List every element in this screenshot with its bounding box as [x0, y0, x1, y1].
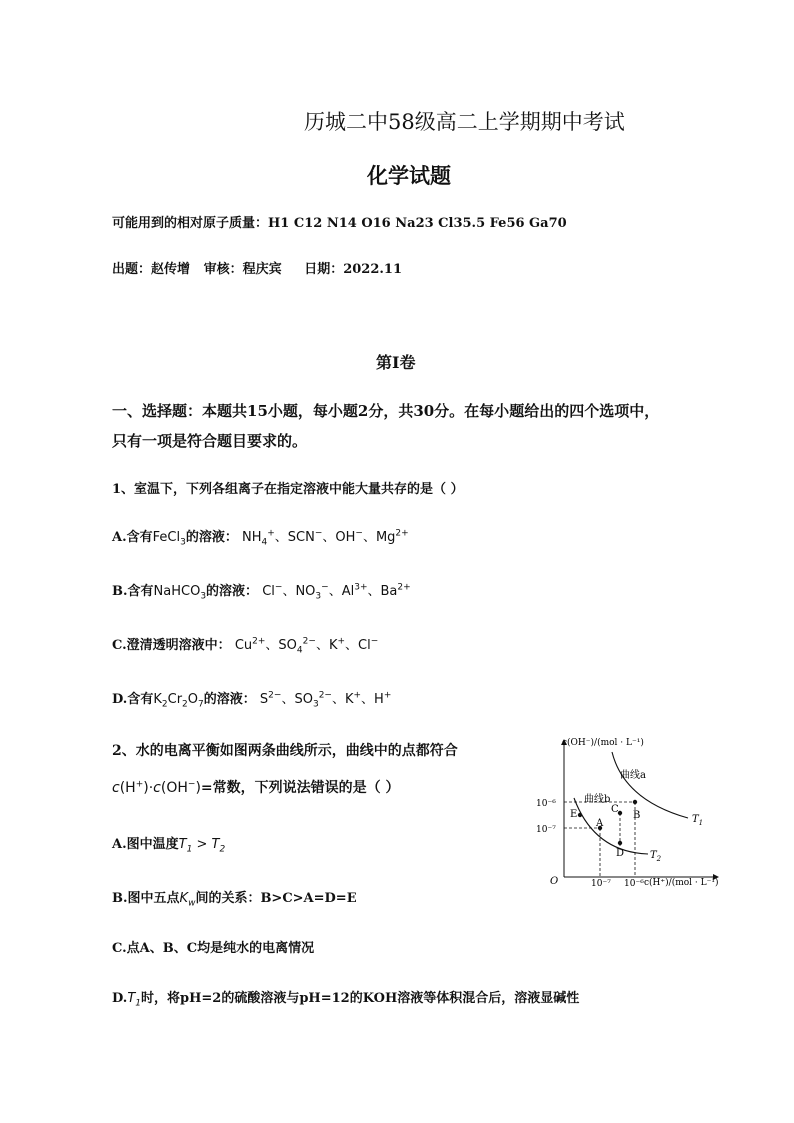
- curve-a-label: 曲线a: [620, 770, 646, 781]
- x-tick-1e-6: 10⁻⁶: [624, 879, 644, 889]
- point-d-label: D: [616, 848, 625, 859]
- y-tick-1e-7: 10⁻⁷: [536, 825, 556, 835]
- point-e-label: E: [570, 809, 578, 820]
- point-d: [618, 841, 622, 845]
- q1-option-c: C.澄清透明溶液中： $Cu^{2+}$、$SO_4^{2-}$、K+、Cl−: [112, 636, 379, 656]
- q1-option-a-label: A.: [112, 530, 127, 545]
- water-ionization-diagram: [528, 732, 728, 892]
- section-instruction-1: 一、选择题：本题共15小题，每小题2分，共30分。在每小题给出的四个选项中，: [112, 402, 660, 420]
- exam-title: 历城二中58级高二上学期期中考试: [304, 110, 625, 134]
- q2-option-b: B.图中五点$K_w$间的关系：B>C>A=D=E: [112, 891, 357, 909]
- q2-option-c: C.点A、B、C均是纯水的电离情况: [112, 941, 315, 956]
- q1-option-a: A.含有FeCl$_3$的溶液： $NH_4^+$、SCN−、OH−、$Mg^{2+}$: [112, 528, 409, 548]
- q2-option-a: A.图中温度$T_1 > T_2$: [112, 837, 226, 855]
- subject-title: 化学试题: [367, 163, 451, 188]
- credits-line: 出题：赵传增 审核：程庆宾 日期：2022.11: [112, 262, 403, 277]
- t1-label: $T_1$: [692, 814, 704, 827]
- t2-label: $T_2$: [650, 850, 662, 863]
- point-b: [633, 800, 637, 804]
- y-tick-1e-6: 10⁻⁶: [536, 799, 556, 809]
- point-b-label: B: [633, 810, 641, 821]
- diagram-svg: [528, 732, 728, 892]
- x-axis-label: c(H⁺)/(mol · L⁻¹): [644, 878, 719, 888]
- q1-stem: 1、室温下，下列各组离子在指定溶液中能大量共存的是（ ）: [112, 482, 464, 497]
- part-title: 第Ⅰ卷: [376, 353, 416, 372]
- point-a-label: A: [596, 818, 604, 829]
- section-instruction-2: 只有一项是符合题目要求的。: [112, 432, 308, 450]
- curve-b-label: 曲线b: [584, 794, 611, 805]
- q1-option-b: B.含有NaHCO$_3$的溶液： Cl−、$NO_3^-$、$Al^{3+}$、$Ba^{2+}$: [112, 582, 411, 602]
- q2-option-d: $D.T_1$时，将pH=2的硫酸溶液与pH=12的KOH溶液等体积混合后，溶液显碱性: [112, 991, 580, 1009]
- point-c-label: C: [611, 804, 619, 815]
- origin-label: O: [550, 876, 559, 887]
- q2-stem-line2: c(H+)·c(OH−)=常数，下列说法错误的是（ ）: [112, 779, 400, 796]
- atomic-mass-line: 可能用到的相对原子质量：H1 C12 N14 O16 Na23 Cl35.5 Fe56 Ga70: [112, 216, 567, 231]
- x-tick-1e-7: 10⁻⁷: [591, 879, 611, 889]
- q1-option-d: D.含有$K_2Cr_2O_7$的溶液： $S^{2-}$、$SO_3^{2-}$、K+、H+: [112, 690, 392, 710]
- curve-a: [612, 752, 688, 818]
- point-e: [578, 813, 582, 817]
- y-axis-label: c(OH⁻)/(mol · L⁻¹): [562, 738, 644, 748]
- q2-stem-line1: 2、水的电离平衡如图两条曲线所示，曲线中的点都符合: [112, 743, 458, 759]
